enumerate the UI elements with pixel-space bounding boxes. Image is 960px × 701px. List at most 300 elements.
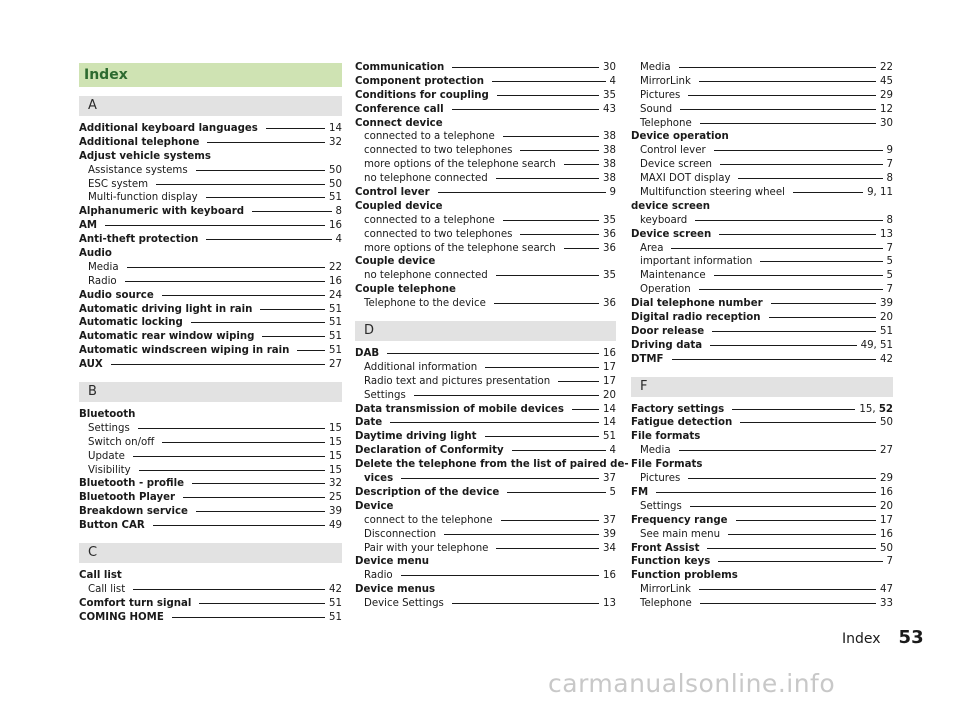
leader-line [206,239,331,240]
index-subentry [631,117,893,131]
index-subentry [631,172,893,186]
leader-line [492,81,606,82]
page-ref: 15 [329,436,342,448]
index-entry [631,325,893,339]
leader-line [452,67,599,68]
index-subentry [79,436,342,450]
section-letter: B [79,382,342,402]
page-ref: 51 [329,597,342,609]
entry-term: Factory settings [631,403,725,415]
page-ref: 9, 11 [867,187,893,199]
leader-line [564,164,599,165]
page-ref: 33 [880,598,893,610]
page-ref: 14 [603,403,616,415]
index-subentry [355,214,616,228]
entry-term: keyboard [640,214,688,226]
page-ref: 15 [329,422,342,434]
leader-line [699,289,883,290]
leader-line [125,281,325,282]
page-ref: 38 [603,173,616,185]
entry-term: Settings [88,422,130,434]
leader-line [771,303,876,304]
leader-line [507,492,605,493]
entry-term: Additional information [364,361,478,373]
index-heading: Call list [79,570,122,582]
page-ref: 17 [880,514,893,526]
leader-line [695,220,882,221]
leader-line [196,511,325,512]
index-heading: Audio [79,248,112,260]
page-ref: 35 [603,89,616,101]
index-heading: Device operation [631,131,729,143]
page-ref: 8 [335,206,342,218]
leader-line [720,164,883,165]
page-ref: 13 [603,598,616,610]
page-ref: 49, 51 [860,339,893,351]
entry-term: Additional keyboard languages [79,123,258,134]
leader-line [688,95,876,96]
page-ref: 39 [603,528,616,540]
leader-line [680,109,876,110]
index-subentry [631,283,893,297]
entry-term: Update [88,450,125,462]
leader-line [401,575,599,576]
index-subentry [79,164,342,178]
leader-line [520,150,599,151]
entry-term: Call list [88,583,126,595]
entry-term: Dial telephone number [631,298,763,310]
page-ref: 51 [329,303,342,315]
section-letter: D [355,321,616,341]
index-subentry [79,464,342,478]
leader-line [558,381,599,382]
section-letter: C [79,543,342,563]
page-ref: 37 [603,514,616,526]
leader-line [564,248,599,249]
leader-line [252,211,331,212]
index-entry [631,339,893,353]
index-entry [79,611,342,625]
index-heading: Adjust vehicle systems [79,150,211,162]
page-ref: 4 [609,75,616,87]
index-entry [79,344,342,358]
leader-line [503,220,599,221]
index-subentry [631,61,893,75]
footer-label: Index [842,631,881,647]
index-subentry [631,255,893,269]
index-subentry [631,269,893,283]
section-spacer [79,372,342,382]
index-heading: Device menu [355,556,430,568]
leader-line [496,548,599,549]
index-subentry [355,514,616,528]
index-heading: File Formats [631,459,703,471]
index-entry-wrapped: Delete the telephone from the list of paired de- [355,459,629,471]
leader-line [162,295,325,296]
entry-term: connected to two telephones [364,228,513,240]
leader-line [732,409,855,410]
entry-term: Data transmission of mobile devices [355,403,564,415]
page-ref: 4 [335,234,342,246]
leader-line [133,456,325,457]
page-ref: 7 [886,556,893,568]
entry-term: no telephone connected [364,173,488,185]
page-ref: 16 [603,570,616,582]
index-subentry [631,214,893,228]
index-entry [631,514,893,528]
index-entry [631,311,893,325]
index-subentry [355,542,616,556]
entry-term: Pair with your telephone [364,542,489,554]
page-ref: 37 [603,473,616,485]
index-entry [355,430,616,444]
index-entry [79,519,342,533]
index-subentry [631,144,893,158]
leader-line [719,234,876,235]
page-ref: 34 [603,542,616,554]
entry-term: FM [631,486,649,498]
page-ref: 47 [880,584,893,596]
page-ref: 49 [329,520,342,532]
leader-line [740,422,876,423]
index-heading: Couple device [355,256,436,268]
entry-term: Date [355,417,383,429]
entry-term: Control lever [640,145,706,157]
page-ref: 15 [329,464,342,476]
entry-term: connect to the telephone [364,514,493,526]
leader-line [452,603,599,604]
entry-term: Multifunction steering wheel [640,187,785,199]
index-entry [355,403,616,417]
leader-line [769,317,876,318]
page-ref: 17 [603,361,616,373]
page-ref: 7 [886,242,893,254]
entry-term: Pictures [640,473,681,485]
leader-line [183,497,325,498]
page-ref: 27 [329,359,342,371]
leader-line [452,109,599,110]
index-subentry [79,450,342,464]
index-entry [355,444,616,458]
leader-line [199,603,325,604]
leader-line [710,345,856,346]
page-ref: 50 [329,164,342,176]
index-subentry [631,103,893,117]
entry-term: Pictures [640,89,681,101]
leader-line [138,428,325,429]
entry-term: Operation [640,284,691,296]
entry-term: no telephone connected [364,270,488,282]
leader-line [736,520,877,521]
index-subentry [355,228,616,242]
page-ref: 24 [329,289,342,301]
leader-line [260,309,325,310]
page-ref: 25 [329,492,342,504]
entry-term: ESC system [88,178,149,190]
index-entry [79,122,342,136]
leader-line [485,367,599,368]
index-entry [631,228,893,242]
entry-term: MirrorLink [640,75,691,87]
leader-line [700,123,876,124]
index-subentry [355,528,616,542]
index-column-2 [355,61,629,611]
entry-term: Radio [88,275,117,287]
index-subentry [355,242,616,256]
leader-line [127,267,325,268]
leader-line [688,478,876,479]
leader-line [485,436,600,437]
page-ref: 22 [329,261,342,273]
index-entry [79,477,342,491]
page-ref: 32 [329,136,342,148]
index-subentry [631,186,893,200]
entry-term: Digital radio reception [631,312,761,324]
index-subentry [355,297,616,311]
leader-line [679,67,876,68]
page-ref: 35 [603,270,616,282]
index-column-1 [79,61,342,625]
index-entry [79,303,342,317]
index-heading: Device menus [355,584,436,596]
entry-term: AM [79,220,98,232]
index-subentry [355,569,616,583]
entry-term: Sound [640,103,673,115]
entry-term: Visibility [88,464,131,476]
page-ref: 16 [329,220,342,232]
leader-line [672,359,877,360]
entry-term: Radio [364,570,393,582]
entry-term: Audio source [79,289,154,301]
entry-term: Disconnection [364,528,437,540]
entry-term: Door release [631,325,705,337]
index-entry [79,233,342,247]
entry-term: Daytime driving light [355,431,477,443]
index-subentry [631,444,893,458]
index-subentry [631,158,893,172]
index-subentry [631,242,893,256]
page-ref: 51 [329,611,342,623]
entry-term: Media [640,445,671,457]
index-entry [631,555,893,569]
entry-term: AUX [79,359,103,371]
leader-line [496,178,599,179]
page-ref: 4 [609,445,616,457]
index-entry [355,486,616,500]
index-subentry [355,597,616,611]
index-entry [79,289,342,303]
page-ref: 51 [880,325,893,337]
page-ref: 30 [880,117,893,129]
page-ref: 51 [603,431,616,443]
page-ref: 27 [880,445,893,457]
page-ref: 38 [603,145,616,157]
leader-line [262,336,325,337]
leader-line [172,617,325,618]
entry-term: Maintenance [640,270,706,282]
entry-term: connected to a telephone [364,214,495,226]
entry-term: Additional telephone [79,136,200,148]
leader-line [266,128,325,129]
entry-term: Component protection [355,75,484,87]
index-entry [355,472,616,486]
index-subentry [631,500,893,514]
index-heading: Function problems [631,570,738,582]
index-entry [355,89,616,103]
index-heading: Coupled device [355,200,443,212]
entry-term: Fatigue detection [631,417,733,429]
leader-line [699,589,876,590]
index-heading: device screen [631,200,711,212]
entry-term: more options of the telephone search [364,159,556,171]
index-subentry [79,191,342,205]
leader-line [503,136,599,137]
leader-line [718,561,882,562]
page-footer [842,627,924,648]
entry-term: vices [364,473,394,485]
entry-term: more options of the telephone search [364,242,556,254]
page-ref: 50 [880,417,893,429]
index-entry [355,347,616,361]
entry-term: Bluetooth - profile [79,478,184,490]
page-ref: 5 [609,486,616,498]
index-subentry [631,528,893,542]
index-subentry [79,275,342,289]
entry-term: Area [640,242,664,254]
section-letter: A [79,96,342,116]
entry-term: COMING HOME [79,611,164,623]
leader-line [700,603,876,604]
index-entry [355,186,616,200]
index-entry [79,505,342,519]
entry-term: Comfort turn signal [79,597,192,609]
index-subentry [79,261,342,275]
page-ref: 51 [329,192,342,204]
leader-line [414,395,599,396]
entry-term: Frequency range [631,514,728,526]
index-title: Index [79,63,342,87]
index-entry [631,486,893,500]
leader-line [712,331,876,332]
leader-line [390,422,599,423]
page-ref: 35 [603,214,616,226]
leader-line [520,234,599,235]
leader-line [572,409,599,410]
index-heading: Bluetooth [79,409,136,421]
section-spacer [631,367,893,377]
index-entry [631,403,893,417]
entry-term: Conditions for coupling [355,89,489,101]
leader-line [714,150,883,151]
page-ref: 13 [880,228,893,240]
leader-line [139,470,325,471]
page-ref: 50 [880,542,893,554]
index-entry [355,61,616,75]
entry-term: connected to a telephone [364,131,495,143]
page-ref: 29 [880,473,893,485]
page-ref: 7 [886,284,893,296]
index-subentry [631,597,893,611]
index-entry [79,316,342,330]
leader-line [501,520,600,521]
entry-term: Device Settings [364,598,444,610]
leader-line [793,192,863,193]
leader-line [387,353,599,354]
entry-term: Device screen [631,228,712,240]
index-subentry [355,172,616,186]
leader-line [438,192,606,193]
page-ref: 14 [603,417,616,429]
section-letter: F [631,377,893,397]
index-subentry [79,422,342,436]
index-heading: Device [355,500,394,512]
index-entry [79,330,342,344]
page-ref: 9 [609,187,616,199]
entry-term: Automatic windscreen wiping in rain [79,345,290,357]
index-subentry [355,389,616,403]
page-ref: 16 [603,348,616,360]
leader-line [707,548,876,549]
index-entry [79,136,342,150]
index-subentry [631,75,893,89]
leader-line [671,248,882,249]
page-ref: 22 [880,62,893,73]
index-entry [355,103,616,117]
leader-line [153,525,325,526]
leader-line [494,303,599,304]
entry-term: Alphanumeric with keyboard [79,206,245,218]
page-ref: 16 [880,528,893,540]
entry-term: See main menu [640,528,721,540]
page-ref: 8 [886,173,893,185]
leader-line [656,492,876,493]
page-ref: 36 [603,228,616,240]
entry-term: Front Assist [631,542,700,554]
page-ref: 45 [880,75,893,87]
leader-line [297,350,325,351]
entry-term: Declaration of Conformity [355,445,504,457]
page-ref: 16 [880,486,893,498]
entry-term: Device screen [640,159,712,171]
page-ref: 30 [603,62,616,73]
entry-term: DTMF [631,353,664,365]
page-ref: 42 [880,353,893,365]
page-ref: 20 [880,312,893,324]
page-ref: 20 [880,500,893,512]
page-ref: 36 [603,242,616,254]
entry-term: Telephone [640,598,692,610]
page-ref: 38 [603,159,616,171]
leader-line [111,364,325,365]
leader-line [760,261,882,262]
section-spacer [355,311,616,321]
page-ref: 16 [329,275,342,287]
index-entry [631,416,893,430]
entry-term: Automatic driving light in rain [79,303,253,315]
entry-term: connected to two telephones [364,145,513,157]
leader-line [699,81,876,82]
entry-term: Breakdown service [79,506,188,518]
index-entry [355,75,616,89]
leader-line [738,178,882,179]
page-ref: 15, 52 [859,403,893,415]
leader-line [714,275,883,276]
leader-line [728,534,876,535]
page-ref: 7 [886,159,893,171]
entry-term: Function keys [631,556,711,568]
entry-term: DAB [355,348,380,360]
leader-line [496,275,599,276]
